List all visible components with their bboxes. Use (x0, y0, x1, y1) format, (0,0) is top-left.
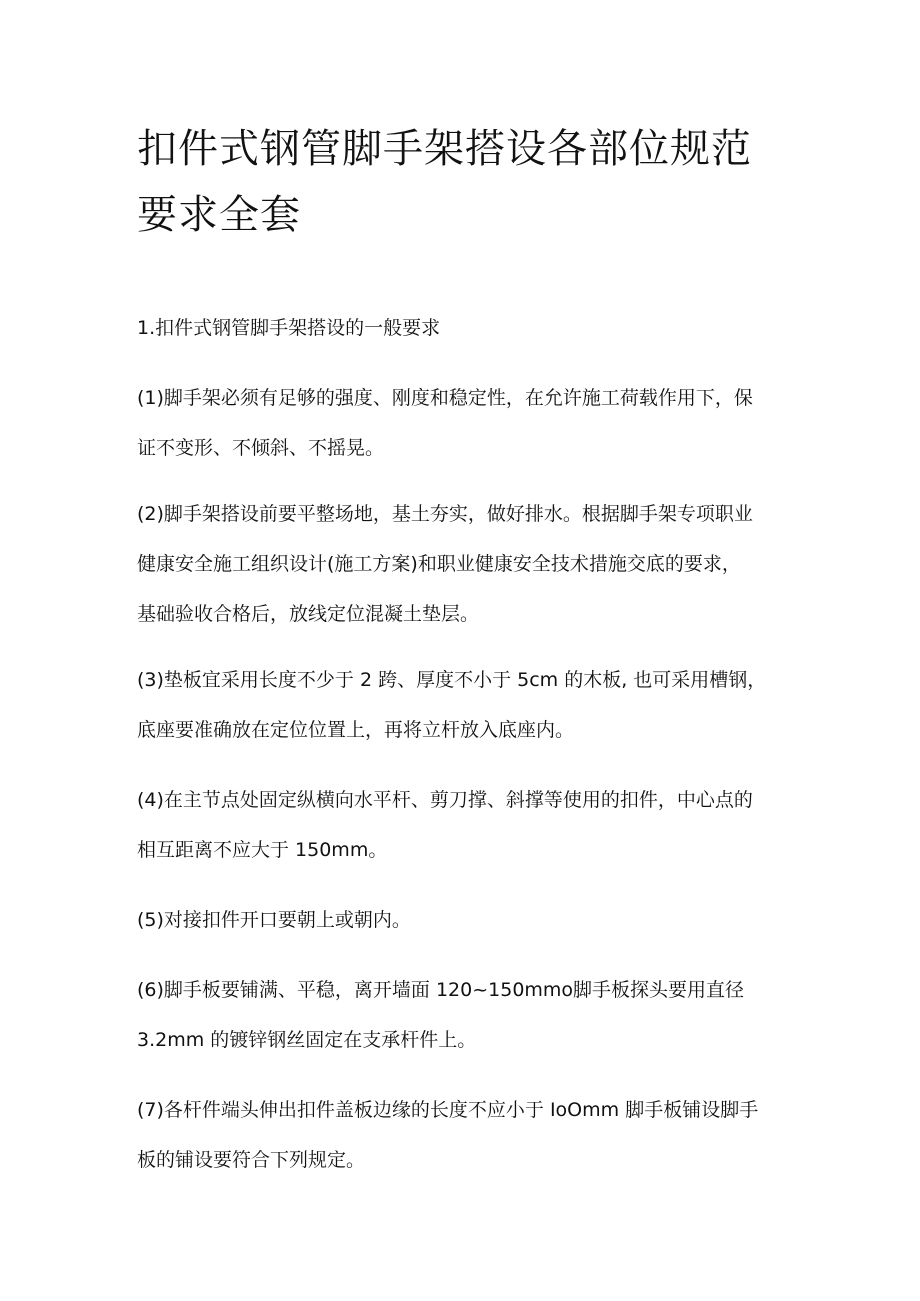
paragraph-line: (2)脚手架搭设前要平整场地，基土夯实，做好排水。根据脚手架专项职业 (137, 503, 753, 525)
title-line-2: 要求全套 (137, 192, 301, 238)
paragraph-line: 相互距离不应大于 150mm。 (137, 839, 388, 861)
title-line-1: 扣件式钢管脚手架搭设各部位规范 (137, 126, 752, 172)
paragraph-6 (137, 976, 744, 1076)
paragraph-line: 板的铺设要符合下列规定。 (137, 1149, 366, 1171)
paragraph-line: 底座要准确放在定位位置上，再将立杆放入底座内。 (137, 719, 575, 741)
paragraph-5 (137, 906, 411, 956)
paragraph-line: (5)对接扣件开口要朝上或朝内。 (137, 909, 411, 931)
section-heading: 1.扣件式钢管脚手架搭设的一般要求 (137, 317, 441, 339)
paragraph-line: 基础验收合格后，放线定位混凝土垫层。 (137, 603, 480, 625)
paragraph-line: 证不变形、不倾斜、不摇晃。 (137, 437, 385, 459)
paragraph-line: 3.2mm 的镀锌钢丝固定在支承杆件上。 (137, 1029, 477, 1051)
paragraph-3 (137, 666, 766, 766)
paragraph-7 (137, 1096, 758, 1196)
paragraph-line: 健康安全施工组织设计(施工方案)和职业健康安全技术措施交底的要求， (137, 553, 741, 575)
paragraph-line: (3)垫板宜采用长度不少于 2 跨、厚度不小于 5cm 的木板, 也可采用槽钢， (137, 669, 767, 691)
paragraph-1 (137, 384, 753, 484)
paragraph-line: (4)在主节点处固定纵横向水平杆、剪刀撑、斜撑等使用的扣件，中心点的 (137, 789, 753, 811)
paragraph-2 (137, 500, 753, 650)
paragraph-4 (137, 786, 753, 886)
document-title (137, 116, 797, 248)
paragraph-line: (6)脚手板要铺满、平稳，离开墙面 120~150mmo脚手板探头要用直径 (137, 979, 745, 1001)
paragraph-line: (1)脚手架必须有足够的强度、刚度和稳定性，在允许施工荷载作用下，保 (137, 387, 753, 409)
paragraph-line: (7)各杆件端头伸出扣件盖板边缘的长度不应小于 IoOmm 脚手板铺设脚手 (137, 1099, 759, 1121)
